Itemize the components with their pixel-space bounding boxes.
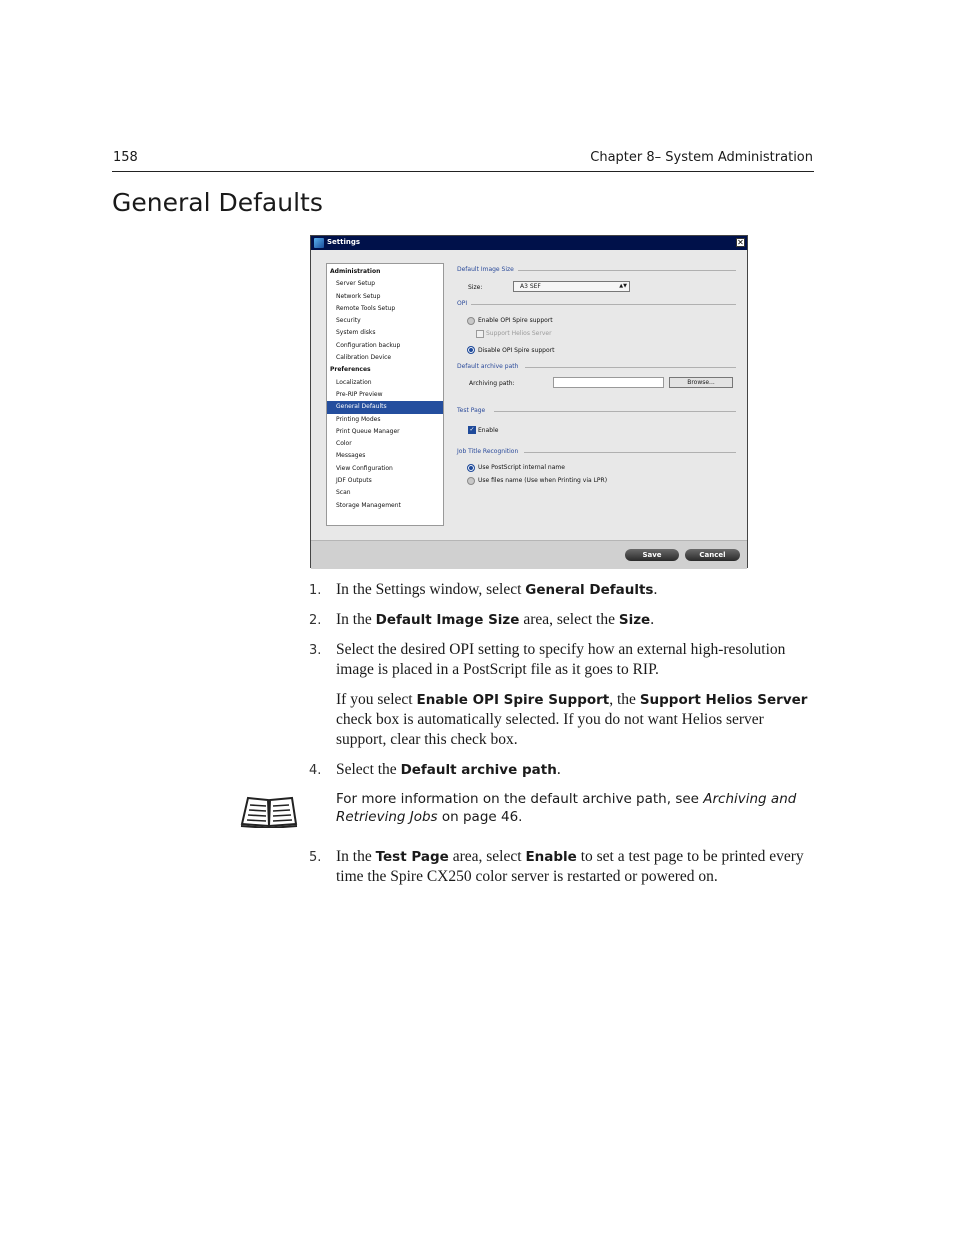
browse-button[interactable]: Browse... [669,377,733,388]
enable-opi-label: Enable OPI Spire support [478,317,553,324]
text-run: . [653,581,658,598]
ui-term: Enable OPI Spire Support [416,692,610,708]
step-number: 1. [309,583,322,598]
size-label: Size: [468,284,483,291]
step-text [336,610,814,630]
section-heading: General Defaults [112,188,323,217]
step-text [336,580,814,600]
nav-item[interactable]: Color [336,440,352,448]
ui-term: Default archive path [400,762,557,778]
step-number: 5. [309,850,322,865]
text-run: In the [336,848,376,865]
image-size-section-label: Default Image Size [457,266,514,273]
text-run: , the [609,691,640,708]
file-name-label: Use files name (Use when Printing via LPR) [478,477,608,484]
close-button[interactable]: ✕ [737,238,744,247]
window-title: Settings [327,238,361,246]
book-icon [238,794,300,828]
section-divider [518,270,736,271]
nav-group-heading: Preferences [330,366,371,374]
window-button-bar [311,540,747,569]
step-text [336,640,814,680]
nav-item[interactable]: Printing Modes [336,415,381,423]
size-select-value: A3 SEF [520,283,541,290]
section-divider [471,304,736,305]
nav-item[interactable]: Network Setup [336,292,381,300]
test-page-section-label: Test Page [457,407,486,414]
ui-term: Test Page [375,849,449,865]
postscript-name-radio[interactable] [467,464,475,472]
nav-item[interactable]: JDF Outputs [336,477,372,485]
ui-term: Enable [525,849,577,865]
text-run: . [650,611,655,628]
nav-item[interactable]: Pre-RIP Preview [336,390,383,398]
section-divider [524,452,736,453]
text-run: check box is automatically selected. If you do not want Helios server support, clear this check box. [336,711,764,748]
nav-group-heading: Administration [330,268,381,275]
opi-section-label: OPI [457,300,468,307]
support-helios-checkbox[interactable] [476,330,484,338]
nav-item[interactable]: View Configuration [336,464,393,472]
section-divider [525,367,736,368]
step-number: 2. [309,613,322,628]
archiving-path-input[interactable] [553,377,664,388]
step-text [336,847,814,887]
nav-item[interactable]: Calibration Device [336,354,392,362]
cross-reference: Archiving and Retrieving Jobs [336,791,797,825]
text-run: Select the desired OPI setting to specify how an external high-resolution image is placed in a PostScript file as it goes to RIP. [336,641,786,678]
header-rule [112,171,814,172]
settings-window [310,235,748,568]
page-number: 158 [113,150,138,165]
window-titlebar [311,236,747,250]
text-run: . [556,761,561,778]
chapter-title: Chapter 8– System Administration [590,150,813,165]
nav-item[interactable]: System disks [336,329,376,337]
nav-item[interactable]: Print Queue Manager [336,427,400,435]
step-number: 4. [309,763,322,778]
nav-item[interactable]: Security [336,317,361,325]
settings-nav-list [326,263,444,526]
text-run: to set a test page to be printed every time the Spire CX250 color server is restarted or powered on. [336,848,804,885]
archive-section-label: Default archive path [457,363,519,370]
ui-term: Support Helios Server [639,692,808,708]
step-text [336,690,814,750]
file-name-radio[interactable] [467,477,475,485]
enable-opi-radio[interactable] [467,317,475,325]
ui-term: General Defaults [525,582,654,598]
step-text [336,760,814,780]
step-number: 3. [309,643,322,658]
nav-item[interactable]: Localization [336,378,372,386]
text-run: area, select [448,848,526,865]
nav-item[interactable]: General Defaults [327,401,443,413]
nav-item[interactable]: Remote Tools Setup [336,304,396,312]
test-page-enable-label: Enable [478,427,499,434]
size-select[interactable] [513,281,630,292]
job-title-section-label: Job Title Recognition [457,448,519,455]
disable-opi-label: Disable OPI Spire support [478,347,555,354]
disable-opi-radio[interactable] [467,346,475,354]
text-run: on page 46. [437,809,523,825]
text-run: In the Settings window, select [336,581,526,598]
select-arrows-icon: ▲▼ [619,283,627,289]
support-helios-label: Support Helios Server [486,330,552,337]
archiving-path-label: Archiving path: [469,380,515,387]
nav-item[interactable]: Storage Management [336,501,401,509]
ui-term: Default Image Size [375,612,520,628]
app-logo-icon [314,238,324,248]
section-divider [494,411,736,412]
text-run: For more information on the default archive path, see [336,791,704,807]
save-button[interactable]: Save [625,549,679,561]
text-run: In the [336,611,376,628]
text-run: If you select [336,691,417,708]
test-page-enable-checkbox[interactable]: ✓ [469,426,475,433]
ui-term: Size [618,612,651,628]
nav-item[interactable]: Scan [336,489,351,497]
nav-item[interactable]: Configuration backup [336,341,401,349]
text-run: Select the [336,761,401,778]
nav-item[interactable]: Server Setup [336,280,376,288]
note-text [336,790,806,826]
nav-item[interactable]: Messages [336,452,366,460]
postscript-name-label: Use PostScript internal name [478,464,565,471]
text-run: area, select the [519,611,619,628]
cancel-button[interactable]: Cancel [685,549,740,561]
